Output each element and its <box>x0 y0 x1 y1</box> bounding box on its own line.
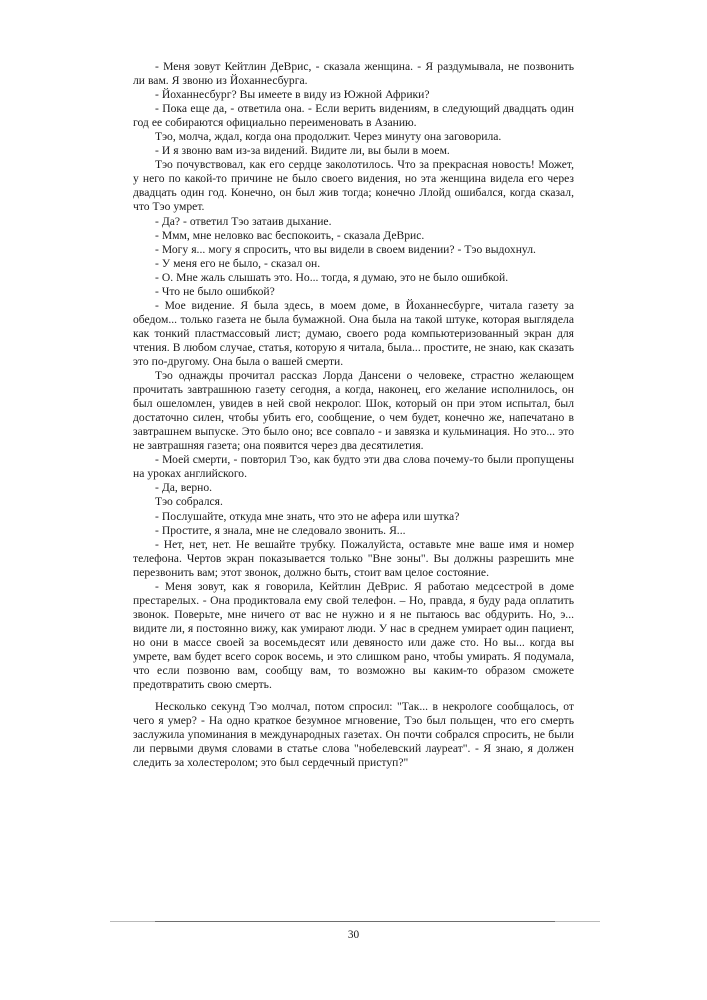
body-text-column <box>133 60 574 770</box>
paragraph: Тэо почувствовал, как его сердце заколотилось. Что за прекрасная новость! Может, у него по какой-то причине не было своего видения, но эта женщина видела его через двадцать один год. Конечно, он был жив тогда; конечно Ллойд ошибался, когда сказал, что Тэо умрет. <box>133 158 574 214</box>
paragraph: - Меня зовут Кейтлин ДеВрис, - сказала женщина. - Я раздумывала, не позвонить ли вам. Я звоню из Йоханнесбурга. <box>133 60 574 88</box>
paragraph: - Моей смерти, - повторил Тэо, как будто эти два слова почему-то были пропущены на уроках английского. <box>133 453 574 481</box>
paragraph: - Да? - ответил Тэо затаив дыхание. <box>155 214 332 228</box>
paragraph: - Ммм, мне неловко вас беспокоить, - сказала ДеВрис. <box>155 228 425 242</box>
paragraph: - Могу я... могу я спросить, что вы видели в своем видении? - Тэо выдохнул. <box>155 242 536 256</box>
paragraph: Тэо, молча, ждал, когда она продолжит. Через минуту она заговорила. <box>155 130 502 144</box>
page-number: 30 <box>347 929 360 941</box>
paragraph: - Пока еще да, - ответила она. - Если верить видениям, в следующий двадцать один год ее собираются официально переименовать в Азанию. <box>133 102 574 130</box>
paragraph: - Нет, нет, нет. Не вешайте трубку. Пожалуйста, оставьте мне ваше имя и номер телефона. Чертов экран показывается только "Вне зоны". Вы должны разрешить мне перезвонить вам; этот звонок, должно быть, стоит вам целое состояние. <box>133 537 574 579</box>
paragraph: - Да, верно. <box>155 481 213 495</box>
paragraph: - И я звоню вам из-за видений. Видите ли, вы были в моем. <box>155 144 450 158</box>
paragraph: Тэо собрался. <box>155 495 223 509</box>
paragraph: Тэо однажды прочитал рассказ Лорда Дансени о человеке, страстно желающем прочитать завтрашнюю газету сегодня, а когда, наконец, его желание исполнилось, он был ошеломлен, увидев в ней свой некролог. Шок, который он при этом испытал, был достаточно силен, чтобы убить его, сообщение, о чем будет, конечно же, напечатано в завтрашнем выпуске. Это было оно; все совпало - и завязка и кульминация. Но это... это не завтрашняя газета; она появится через два десятилетия. <box>133 369 574 453</box>
paragraph: - У меня его не было, - сказал он. <box>155 256 321 270</box>
paragraph: - Йоханнесбург? Вы имеете в виду из Южной Африки? <box>155 88 430 102</box>
paragraph: - Меня зовут, как я говорила, Кейтлин ДеВрис. Я работаю медсестрой в доме престарелых. - Она продиктовала ему свой телефон. – Но, правда, я буду рада оплатить звонок. Поверьте, мне ничего от вас не нужно и я не пытаюсь вас обдурить. Но, э... видите ли, я постоянно вижу, как умирают люди. У нас в среднем умирает один пациент, но они в массе своей за восемьдесят или девяносто или даже сто. Но вы... когда вы умрете, вам будет всего сорок восемь, и это слишком рано, чтобы умирать. Я подумала, что если позвоню вам, сообщу вам, то возможно вы каким-то образом сможете предотвратить свою смерть. <box>133 579 574 692</box>
paragraph: - О. Мне жаль слышать это. Но... тогда, я думаю, это не было ошибкой. <box>155 270 509 284</box>
paragraph: Несколько секунд Тэо молчал, потом спросил: "Так... в некрологе сообщалось, от чего я умер? - На одно краткое безумное мгновение, Тэо был польщен, что его смерть заслужила упоминания в международных газетах. Он почти собрался спросить, не были ли первыми двумя словами в статье слова "нобелевский лауреат". - Я знаю, я должен следить за холестеролом; это был сердечный приступ?" <box>133 700 574 770</box>
paragraph: - Послушайте, откуда мне знать, что это не афера или шутка? <box>155 509 460 523</box>
paragraph: - Что не было ошибкой? <box>155 284 275 298</box>
paragraph: - Простите, я знала, мне не следовало звонить. Я... <box>155 523 406 537</box>
footer-separator-rule <box>110 921 600 922</box>
paragraph: - Мое видение. Я была здесь, в моем доме, в Йоханнесбурге, читала газету за обедом... только газета не была бумажной. Она была на такой штуке, которая выглядела как тонкий пластмассовый лист; думаю, своего рода компьютеризованный экран для чтения. В любом случае, статья, которую я читала, была... простите, не знаю, как сказать это по-другому. Она была о вашей смерти. <box>133 298 574 368</box>
